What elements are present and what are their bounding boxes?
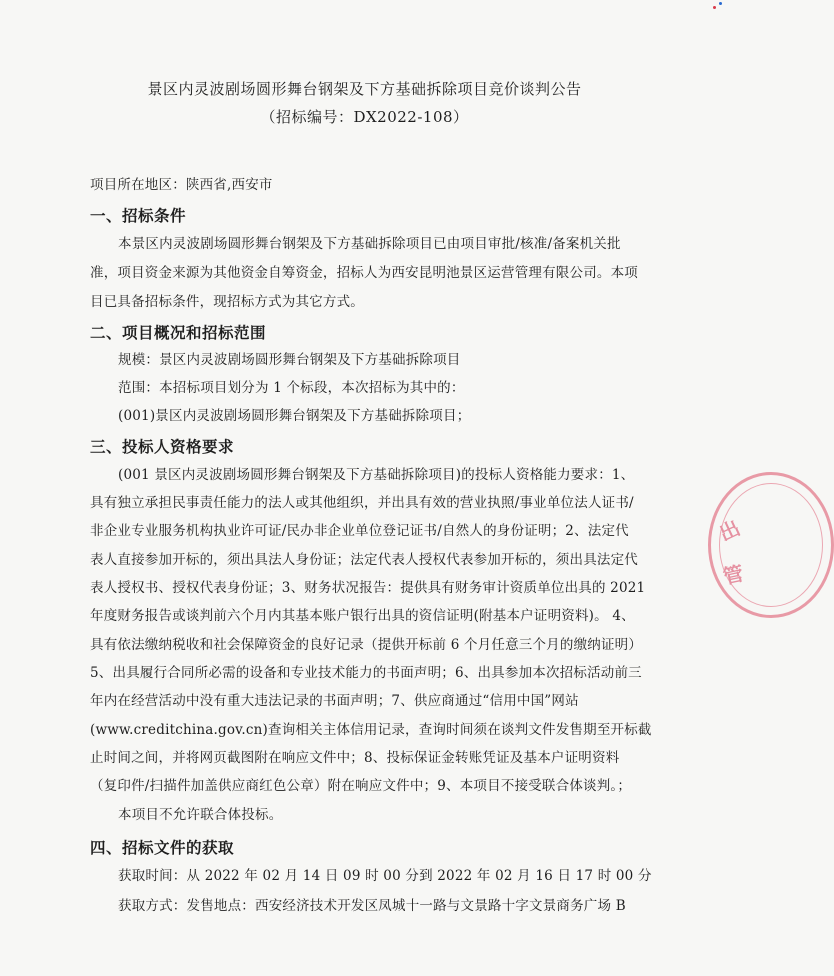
section-3-line: 年内在经营活动中没有重大违法记录的书面声明；7、供应商通过“信用中国”网站 xyxy=(90,693,579,709)
section-3-line: 具有独立承担民事责任能力的法人或其他组织，并出具有效的营业执照/事业单位法人证书/ xyxy=(90,495,634,511)
section-3-line: 年度财务报告或谈判前六个月内其基本账户银行出具的资信证明(附基本户证明资料)。 4、 xyxy=(90,608,635,624)
section-heading-1: 一、招标条件 xyxy=(90,207,187,225)
section-4-line: 获取方式：发售地点：西安经济技术开发区凤城十一路与文景路十字文景商务广场 B xyxy=(118,898,626,914)
section-2-line: 规模：景区内灵波剧场圆形舞台钢架及下方基础拆除项目 xyxy=(118,352,461,368)
section-3-line: 5、出具履行合同所必需的设备和专业技术能力的书面声明；6、出具参加本次招标活动前三 xyxy=(90,665,642,681)
project-location: 项目所在地区：陕西省,西安市 xyxy=(90,177,273,193)
company-seal xyxy=(708,472,834,618)
section-3-line: （复印件/扫描件加盖供应商红色公章）附在响应文件中；9、本项目不接受联合体谈判。； xyxy=(90,778,632,794)
seal-inner-ring xyxy=(719,483,823,607)
section-3-line: (001 景区内灵波剧场圆形舞台钢架及下方基础拆除项目)的投标人资格能力要求：1、 xyxy=(118,467,635,483)
section-3-line: 本项目不允许联合体投标。 xyxy=(118,807,283,823)
section-heading-3: 三、投标人资格要求 xyxy=(90,438,235,456)
section-heading-2: 二、项目概况和招标范围 xyxy=(90,324,267,342)
section-3-line: 非企业专业服务机构执业许可证/民办非企业单位登记证书/自然人的身份证明；2、法定代 xyxy=(90,523,629,539)
section-3-line: 止时间之间，并将网页截图附在响应文件中；8、投标保证金转账凭证及基本户证明资料 xyxy=(90,750,620,766)
section-3-line: (www.creditchina.gov.cn)查询相关主体信用记录，查询时间须在谈判文件发售期至开标截 xyxy=(90,722,652,738)
section-3-line: 表人授权书、授权代表身份证；3、财务状况报告：提供具有财务审计资质单位出具的 2021 xyxy=(90,580,646,596)
scan-mark xyxy=(705,0,729,20)
section-1-line: 本景区内灵波剧场圆形舞台钢架及下方基础拆除项目已由项目审批/核准/备案机关批 xyxy=(118,236,621,252)
section-1-line: 目已具备招标条件，现招标方式为其它方式。 xyxy=(90,294,364,310)
section-3-line: 具有依法缴纳税收和社会保障资金的良好记录（提供开标前 6 个月任意三个月的缴纳证明） xyxy=(90,637,643,653)
section-2-line: 范围：本招标项目划分为 1 个标段，本次招标为其中的： xyxy=(118,380,465,396)
tender-code: （招标编号：DX2022-108） xyxy=(260,108,469,126)
section-2-line: (001)景区内灵波剧场圆形舞台钢架及下方基础拆除项目； xyxy=(118,408,471,424)
document-title: 景区内灵波剧场圆形舞台钢架及下方基础拆除项目竞价谈判公告 xyxy=(147,80,582,98)
section-4-line: 获取时间：从 2022 年 02 月 14 日 09 时 00 分到 2022 年 02 月 16 日 17 时 00 分 xyxy=(118,868,652,884)
seal-char: 管 xyxy=(721,561,746,589)
section-1-line: 准，项目资金来源为其他资金自筹资金，招标人为西安昆明池景区运营管理有限公司。本项 xyxy=(90,265,638,281)
section-3-line: 表人直接参加开标的，须出具法人身份证；法定代表人授权代表参加开标的，须出具法定代 xyxy=(90,552,638,568)
section-heading-4: 四、招标文件的获取 xyxy=(90,839,235,857)
seal-char: 出 xyxy=(715,515,744,546)
